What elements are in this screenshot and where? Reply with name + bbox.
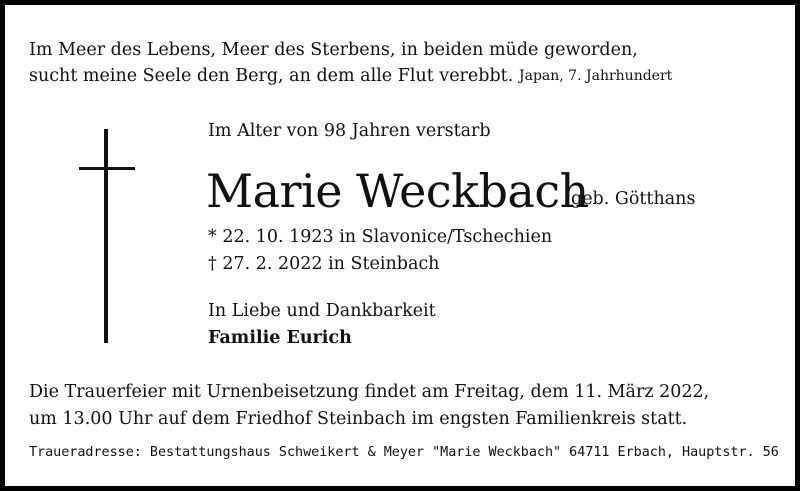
service-line-1: Die Trauerfeier mit Urnenbeisetzung findet am Freitag, dem 11. März 2022,: [29, 382, 710, 402]
mourning-address: Traueradresse: Bestattungshaus Schweikert & Meyer "Marie Weckbach" 64711 Erbach, Hauptstr. 56: [29, 445, 779, 460]
death-line: † 27. 2. 2022 in Steinbach: [208, 254, 440, 274]
birth-line: * 22. 10. 1923 in Slavonice/Tschechien: [208, 227, 553, 247]
deceased-name: Marie Weckbach: [206, 164, 589, 218]
family-name: Familie Eurich: [208, 328, 352, 348]
maiden-name: geb. Götthans: [571, 189, 696, 209]
motto-line-1: Im Meer des Lebens, Meer des Sterbens, in beiden müde geworden,: [29, 40, 638, 60]
motto-source: Japan, 7. Jahrhundert: [519, 68, 673, 84]
motto-line-2: sucht meine Seele den Berg, an dem alle Flut verebbt.: [29, 66, 514, 86]
intro-text: Im Alter von 98 Jahren verstarb: [208, 121, 491, 141]
service-line-2: um 13.00 Uhr auf dem Friedhof Steinbach im engsten Familienkreis statt.: [29, 409, 688, 429]
signoff-text: In Liebe und Dankbarkeit: [208, 301, 436, 321]
